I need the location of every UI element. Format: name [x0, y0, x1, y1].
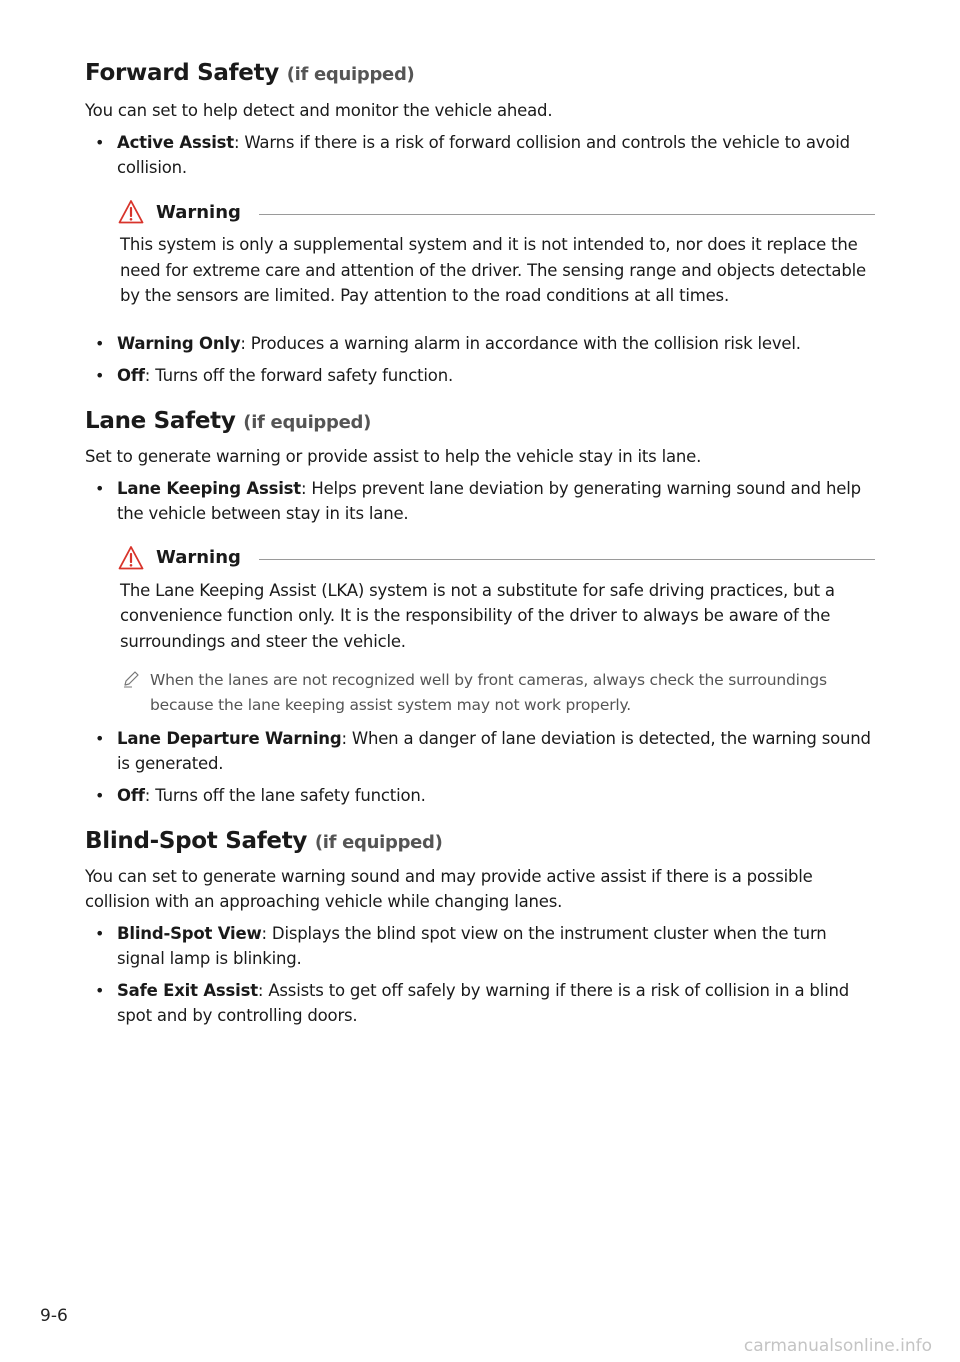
forward-safety-list-2	[85, 331, 875, 388]
lka-label: Lane Keeping Assist	[117, 478, 301, 498]
page-number: 9-6	[40, 1306, 68, 1326]
blind-spot-view-label: Blind-Spot View	[117, 924, 262, 943]
forward-safety-equipped: (if equipped)	[286, 64, 415, 85]
lane-safety-intro: Set to generate warning or provide assist to help the vehicle stay in its lane.	[85, 446, 702, 466]
ldw-text: : When a danger of lane deviation is detected, the warning sound is generated.	[117, 729, 871, 773]
list-item-lane-keeping-assist	[85, 476, 875, 526]
list-item-blind-spot-view	[85, 921, 875, 971]
list-item-warning-only	[85, 331, 875, 356]
blind-spot-safety-equipped: (if equipped)	[314, 832, 443, 853]
forward-safety-title: Forward Safety	[85, 60, 279, 86]
lane-note-text: When the lanes are not recognized well by front cameras, always check the surroundings because the lane keeping assist system may not work properly.	[150, 671, 827, 714]
list-item-active-assist	[85, 130, 875, 180]
forward-warning-header	[118, 198, 875, 226]
forward-warning-title: Warning	[156, 201, 241, 223]
lane-safety-heading	[85, 408, 875, 434]
pencil-note-icon	[122, 670, 140, 688]
lane-safety-list-2	[85, 726, 875, 808]
lane-safety-title: Lane Safety	[85, 407, 236, 434]
warning-only-label: Warning Only	[117, 333, 241, 353]
warning-triangle-icon	[118, 199, 144, 225]
active-assist-text: : Warns if there is a risk of forward collision and controls the vehicle to avoid collision.	[117, 133, 850, 177]
forward-warning-text: This system is only a supplemental system and it is not intended to, nor does it replace the need for extreme care and attention of the driver. The sensing range and objects detectable by the sensors are limited. Pay attention to the road conditions at all times.	[120, 235, 866, 305]
active-assist-label: Active Assist	[117, 133, 234, 152]
forward-off-label: Off	[117, 365, 145, 385]
lane-warning-header	[118, 544, 875, 572]
lane-warning-box	[118, 544, 875, 719]
forward-safety-list	[85, 130, 875, 180]
lane-safety-list	[85, 476, 875, 526]
lane-safety-equipped: (if equipped)	[243, 411, 372, 433]
page-content	[85, 60, 875, 1028]
forward-warning-box	[118, 198, 875, 309]
lane-warning-title: Warning	[156, 547, 241, 568]
blind-spot-safety-list	[85, 921, 875, 1028]
lka-text: : Helps prevent lane deviation by generating warning sound and help the vehicle between stay in its lane.	[117, 478, 861, 523]
warning-divider	[259, 559, 875, 560]
blind-spot-safety-intro: You can set to generate warning sound and may provide active assist if there is a possible collision with an approaching vehicle while changing lanes.	[85, 867, 813, 911]
blind-spot-safety-heading	[85, 828, 875, 854]
list-item-lane-departure-warning	[85, 726, 875, 776]
list-item-safe-exit-assist	[85, 978, 875, 1028]
lane-note	[120, 668, 875, 718]
lane-off-text: : Turns off the lane safety function.	[144, 786, 426, 805]
safe-exit-assist-label: Safe Exit Assist	[117, 981, 258, 1000]
warning-triangle-icon	[118, 545, 144, 571]
forward-safety-intro: You can set to help detect and monitor the vehicle ahead.	[85, 101, 553, 120]
warning-only-text: : Produces a warning alarm in accordance with the collision risk level.	[240, 333, 801, 353]
list-item-lane-off	[85, 783, 875, 808]
ldw-label: Lane Departure Warning	[117, 729, 342, 748]
list-item-forward-off	[85, 363, 875, 388]
forward-safety-heading	[85, 60, 875, 86]
safe-exit-assist-text: : Assists to get off safely by warning if there is a risk of collision in a blind spot and by controlling doors.	[117, 981, 850, 1025]
forward-off-text: : Turns off the forward safety function.	[144, 365, 454, 385]
blind-spot-view-text: : Displays the blind spot view on the instrument cluster when the turn signal lamp is blinking.	[117, 924, 827, 968]
warning-divider	[259, 214, 875, 215]
lane-warning-text: The Lane Keeping Assist (LKA) system is not a substitute for safe driving practices, but a convenience function only. It is the responsibility of the driver to always be aware of the surroundings and steer the vehicle.	[120, 580, 835, 651]
lane-off-label: Off	[117, 786, 145, 805]
watermark: carmanualsonline.info	[743, 1336, 932, 1356]
blind-spot-safety-title: Blind-Spot Safety	[85, 828, 308, 854]
